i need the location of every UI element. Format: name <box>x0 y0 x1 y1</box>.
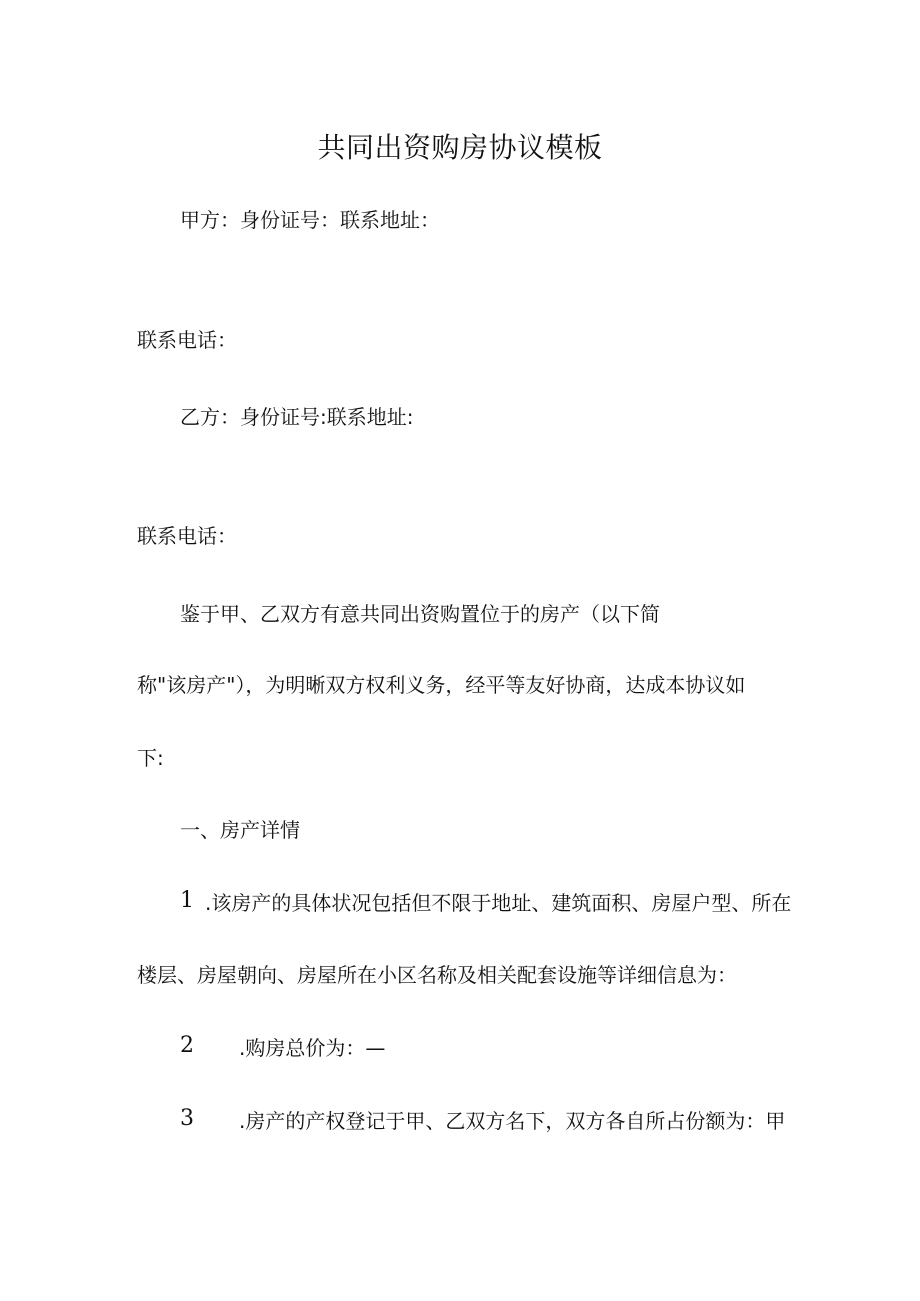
item-1-number: 1 <box>180 888 194 913</box>
item-1-continuation: 楼层、房屋朝向、房屋所在小区名称及相关配套设施等详细信息为： <box>137 963 737 987</box>
party-a-phone-line: 联系电话： <box>137 328 237 352</box>
party-a-info-line: 甲方：身份证号：联系地址： <box>180 208 440 232</box>
item-3-number: 3 <box>180 1106 194 1131</box>
document-title: 共同出资购房协议模板 <box>317 131 603 164</box>
preamble-line-3: 下: <box>137 746 164 770</box>
section-1-heading: 一、房产详情 <box>180 818 300 842</box>
preamble-line-2: 称"该房产"），为明晰双方权利义务，经平等友好协商，达成本协议如 <box>137 673 746 697</box>
preamble-line-1: 鉴于甲、乙双方有意共同出资购置位于的房产（以下简 <box>180 602 660 626</box>
party-b-info-line: 乙方：身份证号:联系地址: <box>180 405 414 429</box>
item-3-text: .房产的产权登记于甲、乙双方名下，双方各自所占份额为：甲 <box>239 1109 786 1133</box>
party-b-phone-line: 联系电话： <box>137 524 237 548</box>
item-2-number: 2 <box>180 1033 194 1058</box>
item-1-text: .该房产的具体状况包括但不限于地址、建筑面积、房屋户型、所在 <box>205 891 792 915</box>
item-2-text: .购房总价为：— <box>239 1036 386 1060</box>
